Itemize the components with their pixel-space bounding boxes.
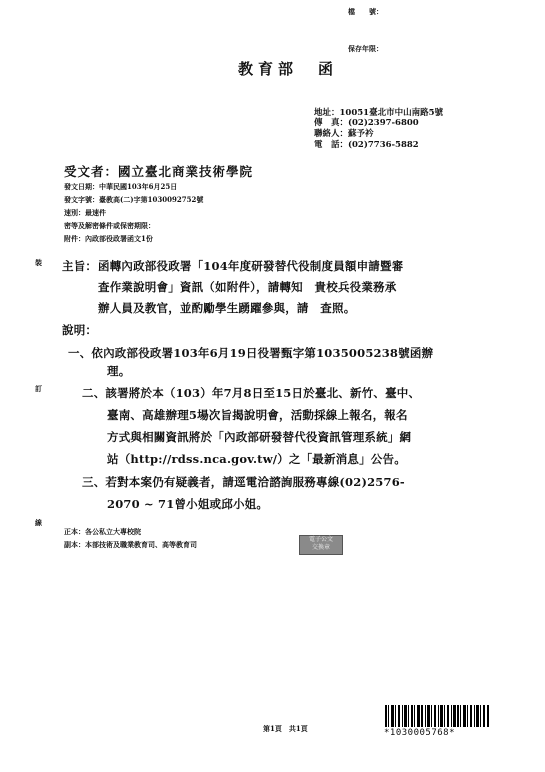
subject-label: 主旨： xyxy=(62,259,98,273)
retention-label: 保存年限： xyxy=(348,44,383,53)
attachment: 附件：內政部役政署函文1份 xyxy=(64,234,153,243)
explanation-item-3-cont: 2070 ~ 71曾小姐或邱小姐。 xyxy=(107,497,269,511)
explanation-item-2-cont: 站（http://rdss.nca.gov.tw/）之「最新消息」公告。 xyxy=(107,452,406,466)
archive-no-label: 檔 號： xyxy=(348,7,383,16)
page-number: 第1頁 共1頁 xyxy=(263,724,308,733)
delivery-speed: 速別：最速件 xyxy=(64,208,106,217)
subject-line: 查作業說明會」資訊（如附件），請轉知 貴校兵役業務承 xyxy=(98,280,397,294)
sender-phone: 電 話：(02)7736-5882 xyxy=(314,140,419,150)
sender-address: 地址：10051臺北市中山南路5號 xyxy=(314,108,443,118)
recipient: 受文者：國立臺北商業技術學院 xyxy=(64,164,254,179)
binding-mark-middle: 訂 xyxy=(35,384,42,393)
barcode-number: *1030005768* xyxy=(384,728,456,738)
stamp-line: 電子公文 xyxy=(308,536,333,543)
original-recipients: 正本：各公私立大專校院 xyxy=(64,527,141,536)
explanation-item-3: 三、若對本案仍有疑義者，請逕電洽諮詢服務專線(02)2576- xyxy=(82,475,405,489)
binding-mark-top: 裝 xyxy=(35,258,42,267)
stamp-line: 交換章 xyxy=(311,544,330,551)
explanation-item-2-cont: 方式與相關資訊將於「內政部研發替代役資訊管理系統」網 xyxy=(107,430,412,444)
binding-mark-bottom: 線 xyxy=(35,518,42,527)
explanation-item-1-cont: 理。 xyxy=(107,364,131,378)
subject-line: 辦人員及教官，並酌勵學生踴躍參與，請 查照。 xyxy=(98,301,356,315)
sender-fax: 傳 真：(02)2397-6800 xyxy=(314,118,419,128)
explanation-item-1: 一、依內政部役政署103年6月19日役署甄字第1035005238號函辦 xyxy=(68,346,434,360)
exchange-stamp xyxy=(299,535,343,555)
explanation-label: 說明： xyxy=(62,323,98,337)
document-title: 教育部 函 xyxy=(238,60,339,78)
explanation-item-2-cont: 臺南、高雄辦理5場次旨揭說明會，活動採線上報名，報名 xyxy=(107,408,408,422)
explanation-item-2: 二、該署將於本（103）年7月8日至15日於臺北、新竹、臺中、 xyxy=(82,386,421,400)
copy-recipients: 副本：本部技術及職業教育司、高等教育司 xyxy=(64,540,197,549)
issue-date: 發文日期：中華民國103年6月25日 xyxy=(64,182,178,191)
barcode-image xyxy=(385,705,490,727)
secrecy-level: 密等及解密條件或保密期限： xyxy=(64,221,155,230)
document-number: 發文字號：臺教高(二)字第1030092752號 xyxy=(64,195,204,204)
subject-line: 函轉內政部役政署「104年度研發替代役制度員額申請暨審 xyxy=(98,259,404,273)
sender-contact: 聯絡人：蘇予衿 xyxy=(314,129,374,139)
